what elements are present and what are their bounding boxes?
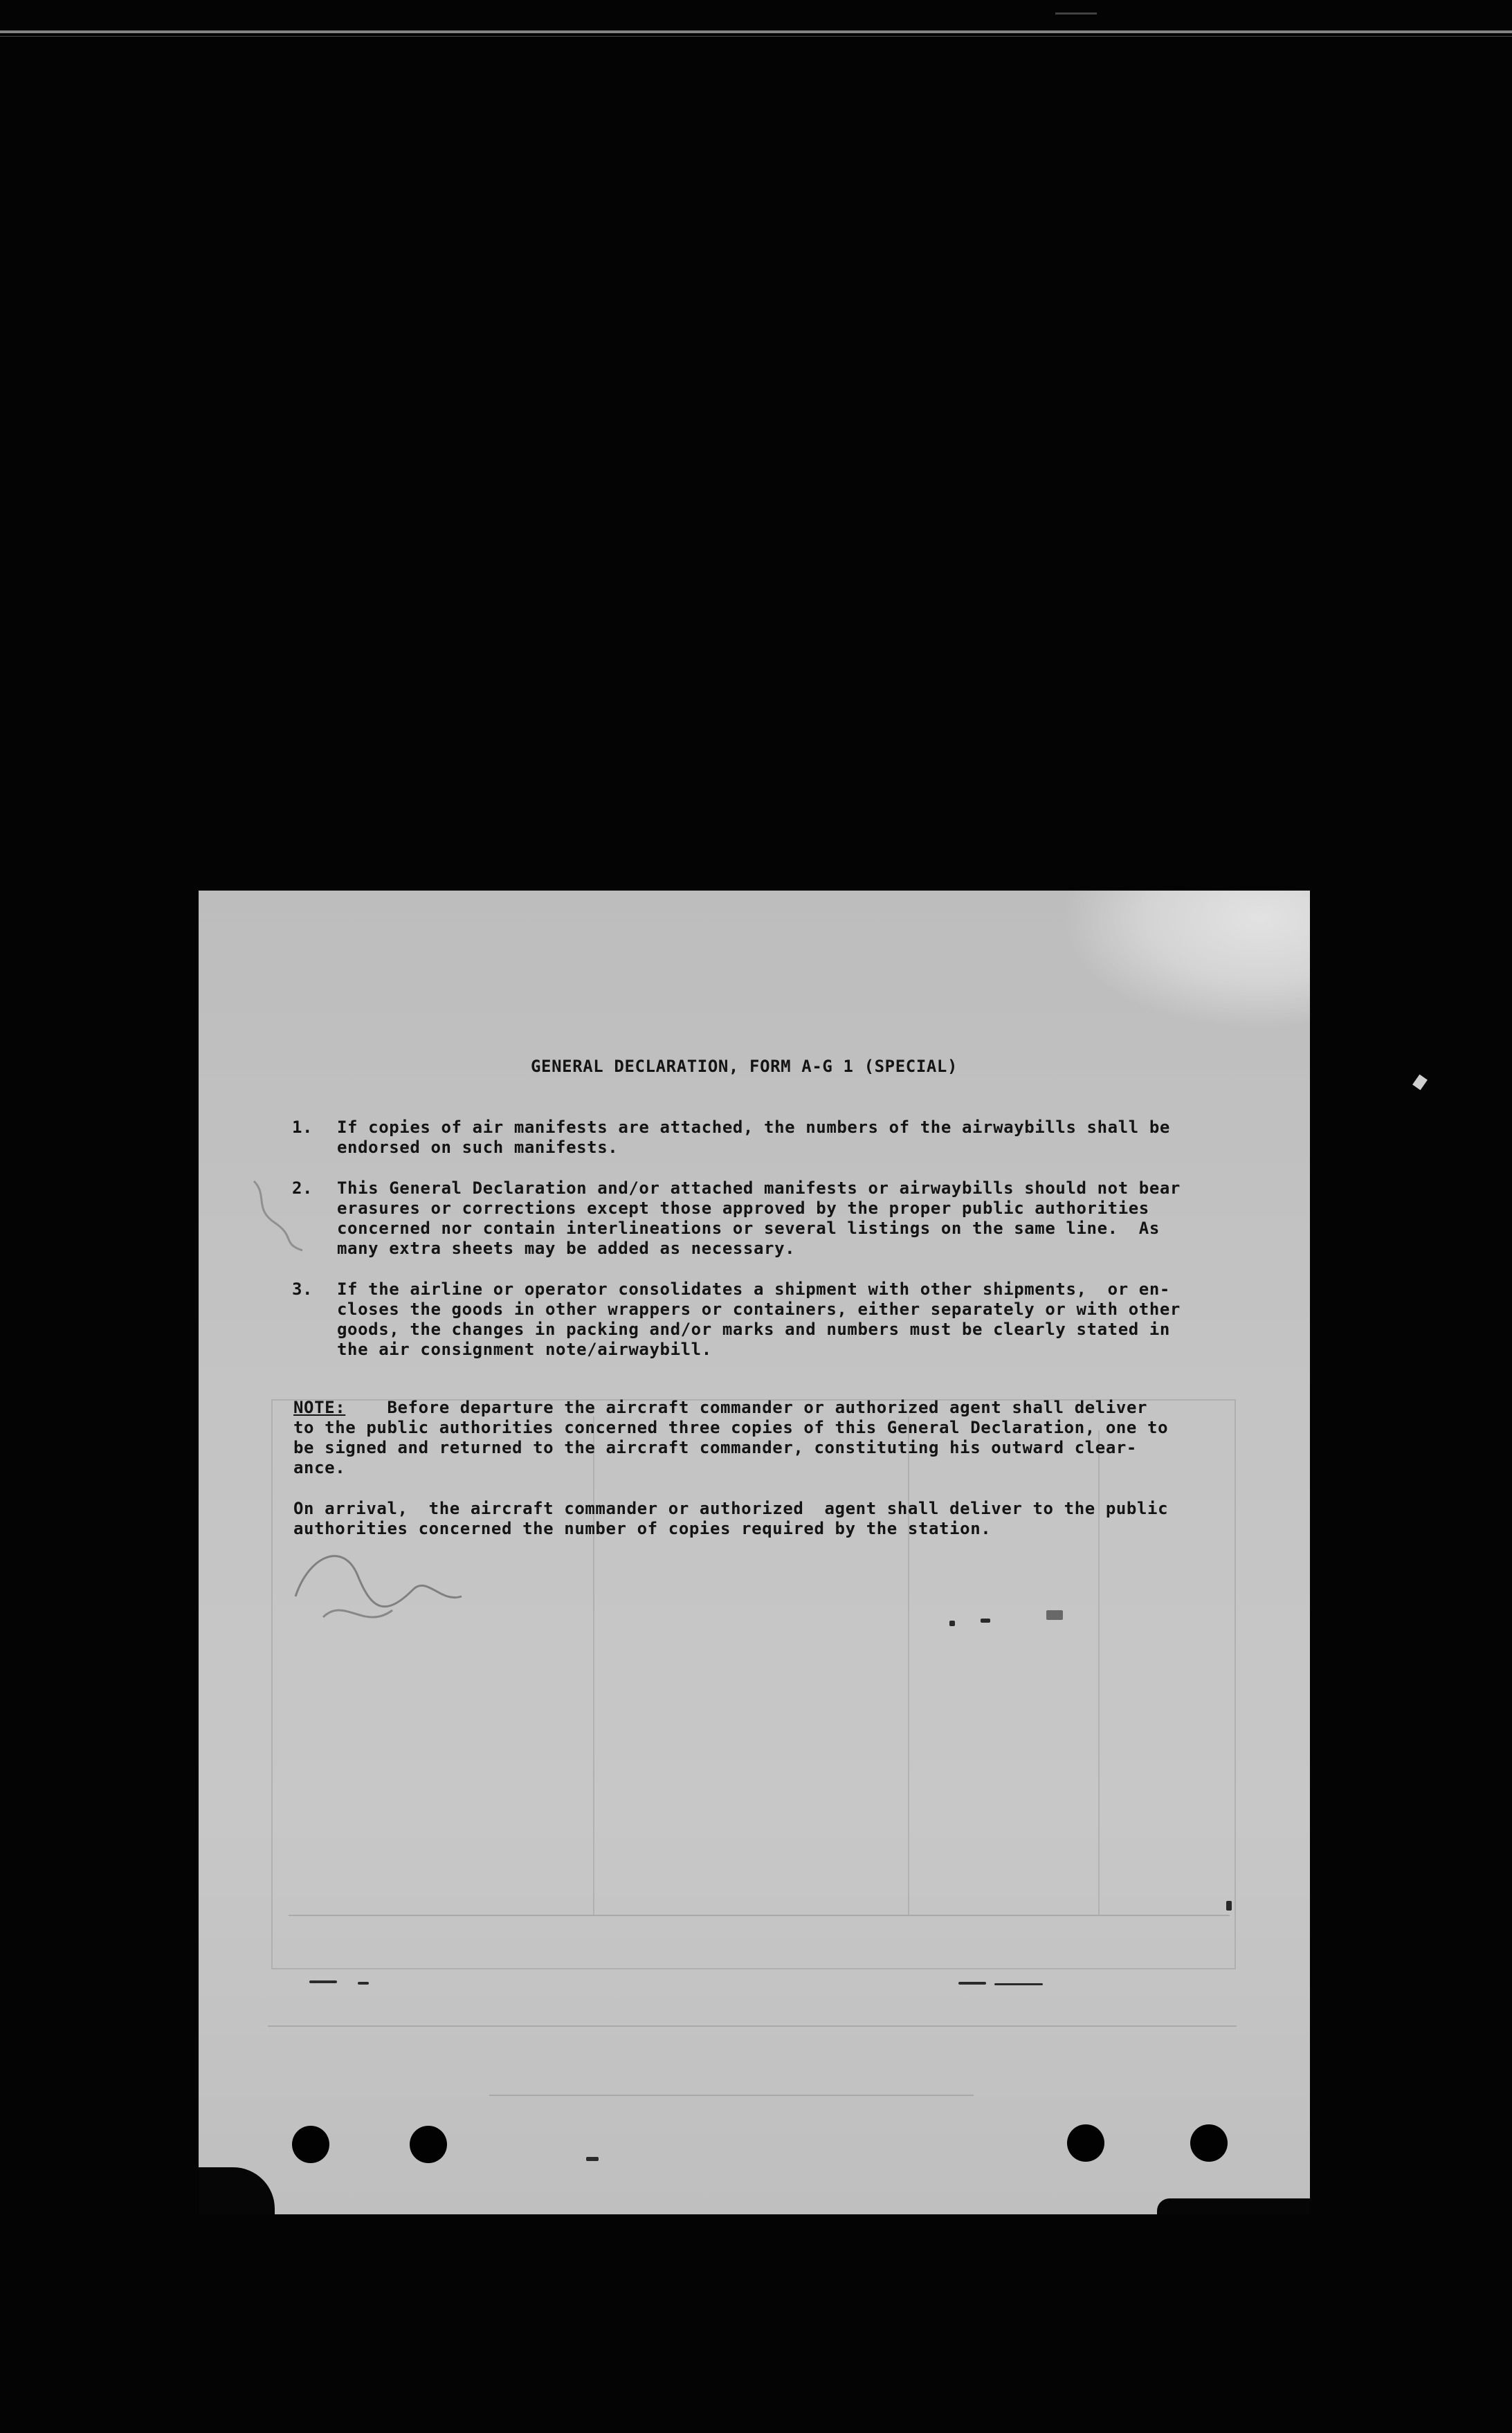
top-rule-thin	[0, 36, 1512, 37]
pencil-scribble	[282, 1513, 489, 1652]
ink-dash	[358, 1982, 369, 1985]
ink-speck	[981, 1619, 990, 1623]
arrival-line-2: authorities concerned the number of copies required by the station.	[293, 1519, 992, 1538]
note-line-3: be signed and returned to the aircraft commander, constituting his outward clear-	[293, 1438, 1137, 1457]
note-paragraph	[293, 1398, 1147, 1418]
ink-speck	[586, 2157, 599, 2161]
ink-dash	[309, 1980, 337, 1983]
torn-corner	[199, 2167, 275, 2214]
pencil-scribble	[240, 1167, 323, 1264]
item-number: 2.	[292, 1178, 313, 1198]
show-through-column	[908, 1416, 909, 1915]
top-rule	[0, 30, 1512, 33]
note-line-1: Before departure the aircraft commander or authorized agent shall deliver	[345, 1398, 1148, 1417]
punch-hole	[410, 2126, 447, 2163]
ink-dash	[958, 1982, 986, 1985]
note-label: NOTE:	[293, 1398, 346, 1417]
item-3-line-4: the air consignment note/airwaybill.	[337, 1340, 712, 1359]
show-through-box	[271, 1399, 1236, 1969]
item-number: 3.	[292, 1279, 313, 1299]
ink-speck	[1046, 1610, 1063, 1620]
torn-edge	[1157, 2198, 1310, 2214]
show-through-line	[289, 1915, 1230, 1916]
document-page	[199, 891, 1310, 2214]
ink-dash	[994, 1983, 1043, 1985]
item-3-line-2: closes the goods in other wrappers or containers, either separately or with other	[337, 1300, 1181, 1319]
item-2-line-3: concerned nor contain interlineations or several listings on the same line. As	[337, 1219, 1160, 1238]
page-crease	[1061, 891, 1310, 1029]
punch-hole	[292, 2126, 329, 2163]
item-1-line-2: endorsed on such manifests.	[337, 1138, 619, 1157]
note-line-2: to the public authorities concerned three copies of this General Declaration, one to	[293, 1418, 1169, 1437]
item-3-line-3: goods, the changes in packing and/or marks and numbers must be clearly stated in	[337, 1320, 1170, 1339]
item-number: 1.	[292, 1118, 313, 1137]
item-1-line-1: If copies of air manifests are attached, the numbers of the airwaybills shall be	[337, 1118, 1170, 1137]
punch-hole	[1067, 2124, 1104, 2162]
top-marks	[1055, 12, 1097, 15]
show-through-line	[268, 2025, 1237, 2027]
ink-speck	[1226, 1901, 1232, 1911]
show-through-column	[593, 1416, 594, 1915]
film-speck	[1412, 1075, 1428, 1091]
item-2-line-2: erasures or corrections except those approved by the proper public authorities	[337, 1199, 1149, 1218]
ink-speck	[949, 1621, 955, 1626]
show-through-line	[489, 2095, 974, 2096]
item-2-line-1: This General Declaration and/or attached manifests or airwaybills should not bear	[337, 1178, 1181, 1198]
punch-hole	[1190, 2124, 1228, 2162]
item-2-line-4: many extra sheets may be added as necessary.	[337, 1239, 796, 1258]
note-line-4: ance.	[293, 1458, 346, 1477]
arrival-line-1: On arrival, the aircraft commander or authorized agent shall deliver to the public	[293, 1499, 1169, 1518]
document-title: GENERAL DECLARATION, FORM A-G 1 (SPECIAL)	[531, 1057, 958, 1076]
item-3-line-1: If the airline or operator consolidates a shipment with other shipments, or en-	[337, 1279, 1170, 1299]
